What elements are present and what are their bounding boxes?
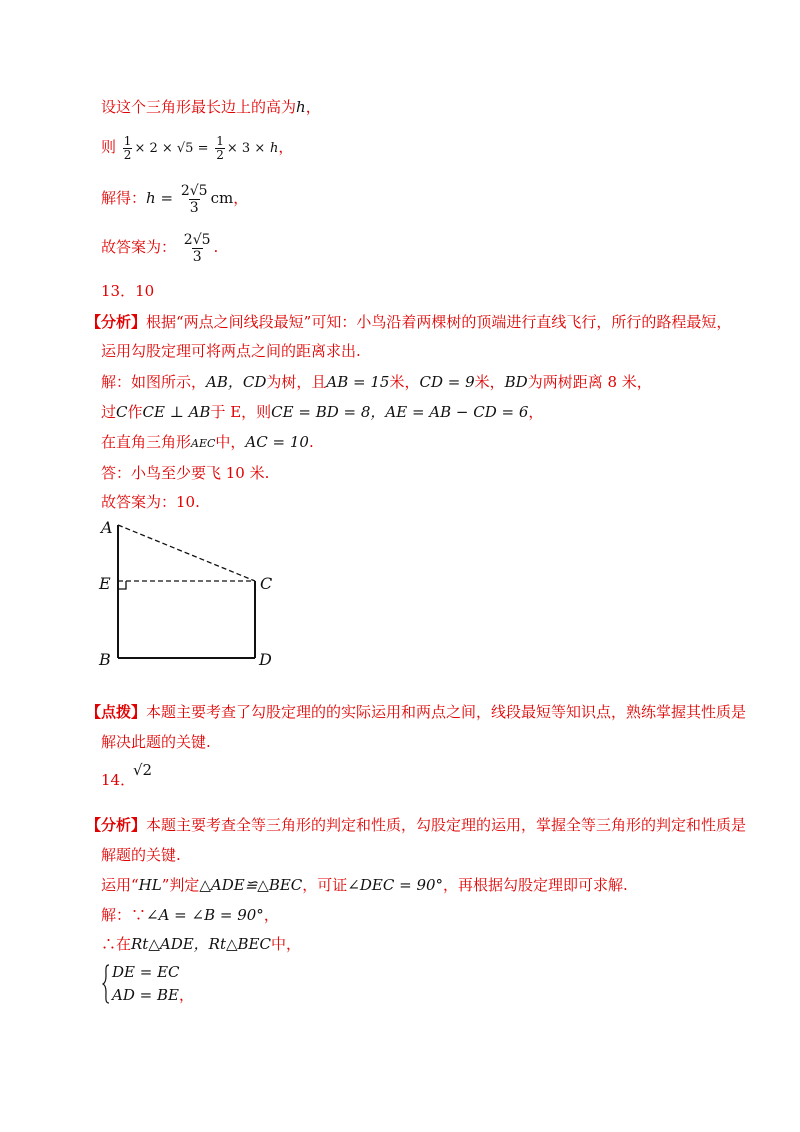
q13-final-answer: 故答案为：10.	[101, 493, 200, 511]
q14-method-line: 运用“HL”判定△ADE≌△BEC，可证∠DEC = 90°，再根据勾股定理即可求解.	[101, 876, 628, 894]
fraction-h-value: $\frac{2√5}{3}$	[180, 182, 208, 216]
q13-analysis-line-2: 运用勾股定理可将两点之间的距离求出.	[101, 342, 361, 360]
q14-system-eq-1: DE = EC	[112, 963, 180, 981]
q13-tip-line-2: 解决此题的关键.	[101, 733, 211, 751]
question-13-heading: 13．10	[101, 282, 155, 300]
line-answer-12: 故答案为： $\frac{2√5}{3}$ .	[101, 231, 219, 265]
q13-tip-line-1: 【点拨】本题主要考查了勾股定理的的实际运用和两点之间，线段最短等知识点，熟练掌握其性质是	[86, 703, 747, 721]
q14-analysis-line-2: 解题的关键.	[101, 846, 181, 864]
label-B: B	[99, 650, 111, 669]
line-height-def: 设这个三角形最长边上的高为h，	[101, 98, 321, 116]
trees-geometry-figure	[95, 515, 295, 675]
q14-analysis-line-1: 【分析】本题主要考查全等三角形的判定和性质，勾股定理的运用，掌握全等三角形的判定和性质是	[86, 816, 747, 834]
system-brace	[102, 964, 110, 1004]
q14-solution-line-2: ∴在Rt△ADE，Rt△BEC中，	[101, 935, 302, 953]
q13-solution-line-1: 解：如图所示，AB，CD为树，且AB = 15米，CD = 9米，BD为两树距离 8 米，	[101, 373, 652, 391]
fraction-half-1: $\frac{1}{2}$	[123, 133, 132, 162]
label-D: D	[259, 650, 272, 669]
segment-AC-dashed	[118, 525, 255, 581]
fraction-answer: $\frac{2√5}{3}$	[183, 231, 211, 265]
right-angle-mark	[118, 581, 126, 589]
fraction-half-2: $\frac{1}{2}$	[216, 133, 224, 162]
q13-solution-line-3: 在直角三角形AEC中，AC = 10.	[101, 433, 314, 451]
question-14-heading: 14．	[101, 771, 136, 789]
q13-analysis-line-1: 【分析】根据“两点之间线段最短”可知：小鸟沿着两棵树的顶端进行直线飞行，所行的路程最短，	[86, 313, 732, 331]
label-A: A	[101, 518, 113, 537]
label-E: E	[99, 574, 111, 593]
q13-answer: 答：小鸟至少要飞 10 米.	[101, 464, 270, 482]
q14-solution-line-1: 解：∵∠A = ∠B = 90°，	[101, 906, 279, 924]
q13-solution-line-2: 过C作CE ⊥ AB于 E，则CE = BD = 8，AE = AB − CD = 6，	[101, 403, 544, 421]
line-area-equation: 则 $\frac{1}{2}$ × 2 × √5 = $\frac{1}{2}$ × 3 × h，	[101, 133, 294, 162]
label-C: C	[260, 574, 273, 593]
line-solve-h: 解得：h = $\frac{2√5}{3}$ cm，	[101, 182, 249, 216]
q14-value: √2	[133, 761, 153, 779]
q14-system-eq-2: AD = BE，	[112, 986, 194, 1004]
